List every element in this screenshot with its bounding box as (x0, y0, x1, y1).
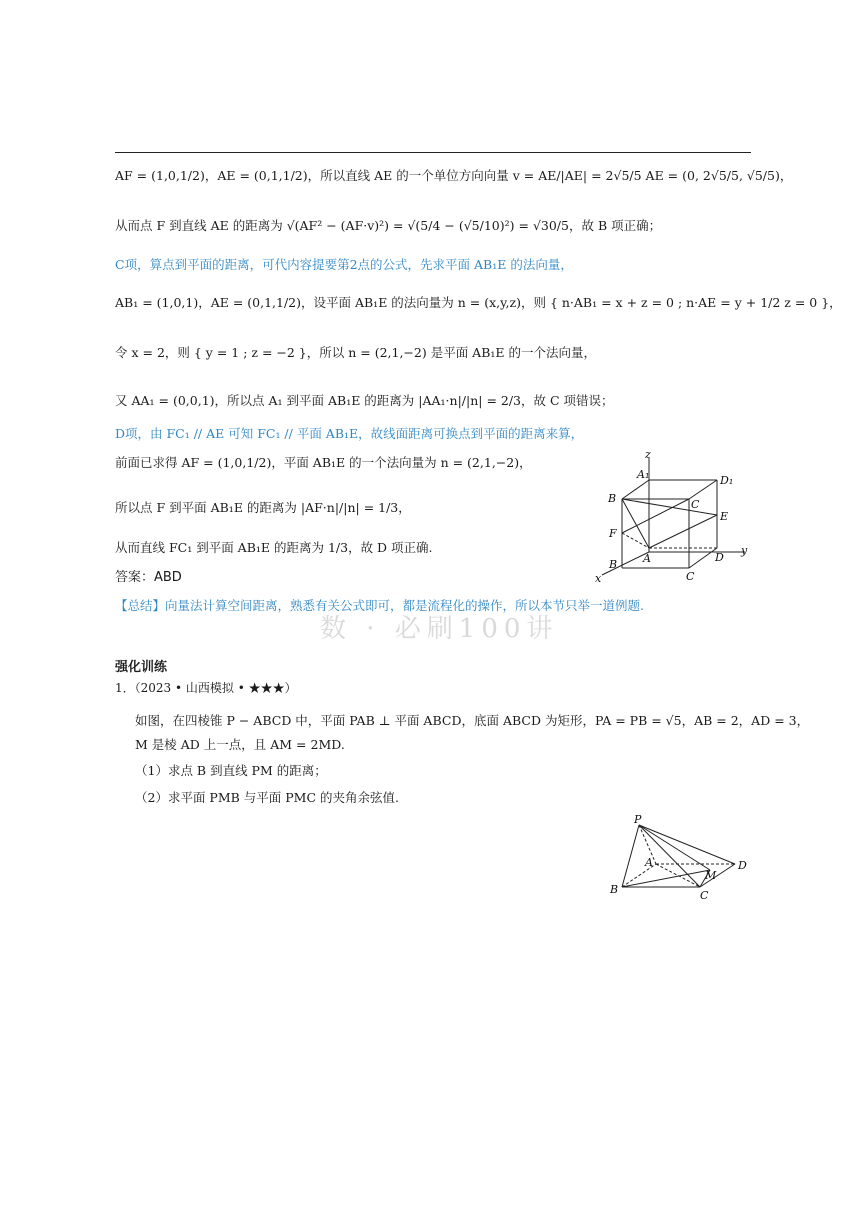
fig1-label-d1: D₁ (720, 474, 734, 487)
question-1: （1）求点 B 到直线 PM 的距离； (135, 763, 327, 778)
solution-line-2: 从而点 F 到直线 AE 的距离为 √(AF² − (AF·v)²) = √(5/4 − (√5/10)²) = √30/5，故 B 项正确； (115, 218, 662, 233)
fig1-label-c1: C (691, 498, 700, 511)
fig2-label-p: P (634, 813, 642, 826)
solution-line-3: C项，算点到平面的距离，可代内容提要第2点的公式，先求平面 AB₁E 的法向量， (115, 257, 573, 272)
fig1-label-a1: A₁ (637, 468, 650, 481)
summary-text: 向量法计算空间距离，熟悉有关公式即可，都是流程化的操作，所以本节只举一道例题. (165, 598, 644, 613)
solution-line-1: AF = (1,0,1/2)，AE = (0,1,1/2)，所以直线 AE 的一个单位方向向量 v = AE/|AE| = 2√5/5 AE = (0, 2√5/5, √5/5)， (115, 168, 793, 183)
solution-line-7: D项，由 FC₁ // AE 可知 FC₁ // 平面 AB₁E，故线面距离可换点到平面的距离来算， (115, 426, 584, 441)
solution-line-9: 所以点 F 到平面 AB₁E 的距离为 |AF·n|/|n| = 1/3， (115, 500, 411, 515)
fig2-label-a: A (645, 856, 653, 869)
fig1-label-f: F (609, 527, 617, 540)
fig1-label-a: A (643, 552, 651, 565)
solution-line-8: 前面已求得 AF = (1,0,1/2)，平面 AB₁E 的一个法向量为 n = (2,1,−2)， (115, 455, 532, 470)
solution-line-5: 令 x = 2，则 { y = 1 ; z = −2 }，所以 n = (2,1,−2) 是平面 AB₁E 的一个法向量， (115, 345, 596, 360)
question-2: （2）求平面 PMB 与平面 PMC 的夹角余弦值. (135, 790, 399, 805)
watermark: 数 · 必刷100讲 (320, 614, 559, 644)
problem-header: 1．（2023 • 山西模拟 • ★★★） (115, 681, 297, 695)
answer: 答案：ABD (115, 570, 182, 585)
fig1-label-b: B (609, 558, 618, 571)
fig1-label-e: E (720, 510, 729, 523)
fig2-label-b: B (610, 883, 619, 896)
fig1-label-b1: B (608, 492, 617, 505)
fig1-label-c: C (686, 570, 695, 583)
solution-line-6: 又 AA₁ = (0,0,1)，所以点 A₁ 到平面 AB₁E 的距离为 |AA₁·n|/|n| = 2/3，故 C 项错误； (115, 393, 614, 408)
fig2-label-m: M (705, 869, 717, 882)
fig1-label-d: D (715, 551, 724, 564)
fig1-label-z: z (645, 448, 651, 461)
problem-stem-1: 如图，在四棱锥 P − ABCD 中，平面 PAB ⊥ 平面 ABCD，底面 ABCD 为矩形，PA = PB = √5，AB = 2，AD = 3， (135, 713, 810, 728)
problem-stem-2: M 是棱 AD 上一点，且 AM = 2MD. (135, 737, 345, 752)
summary-tag: 【总结】 (115, 598, 166, 613)
solution-line-4: AB₁ = (1,0,1)，AE = (0,1,1/2)，设平面 AB₁E 的法向量为 n = (x,y,z)，则 { n·AB₁ = x + z = 0 ; n·AE = y + 1/2 z = 0 }， (115, 295, 842, 310)
top-rule (115, 152, 751, 153)
fig1-label-x: x (595, 572, 602, 585)
section-title: 强化训练 (115, 660, 168, 675)
fig1-label-y: y (741, 544, 748, 557)
fig2-label-d: D (738, 859, 747, 872)
fig2-label-c: C (700, 889, 709, 902)
solution-line-10: 从而直线 FC₁ 到平面 AB₁E 的距离为 1/3，故 D 项正确. (115, 540, 433, 555)
